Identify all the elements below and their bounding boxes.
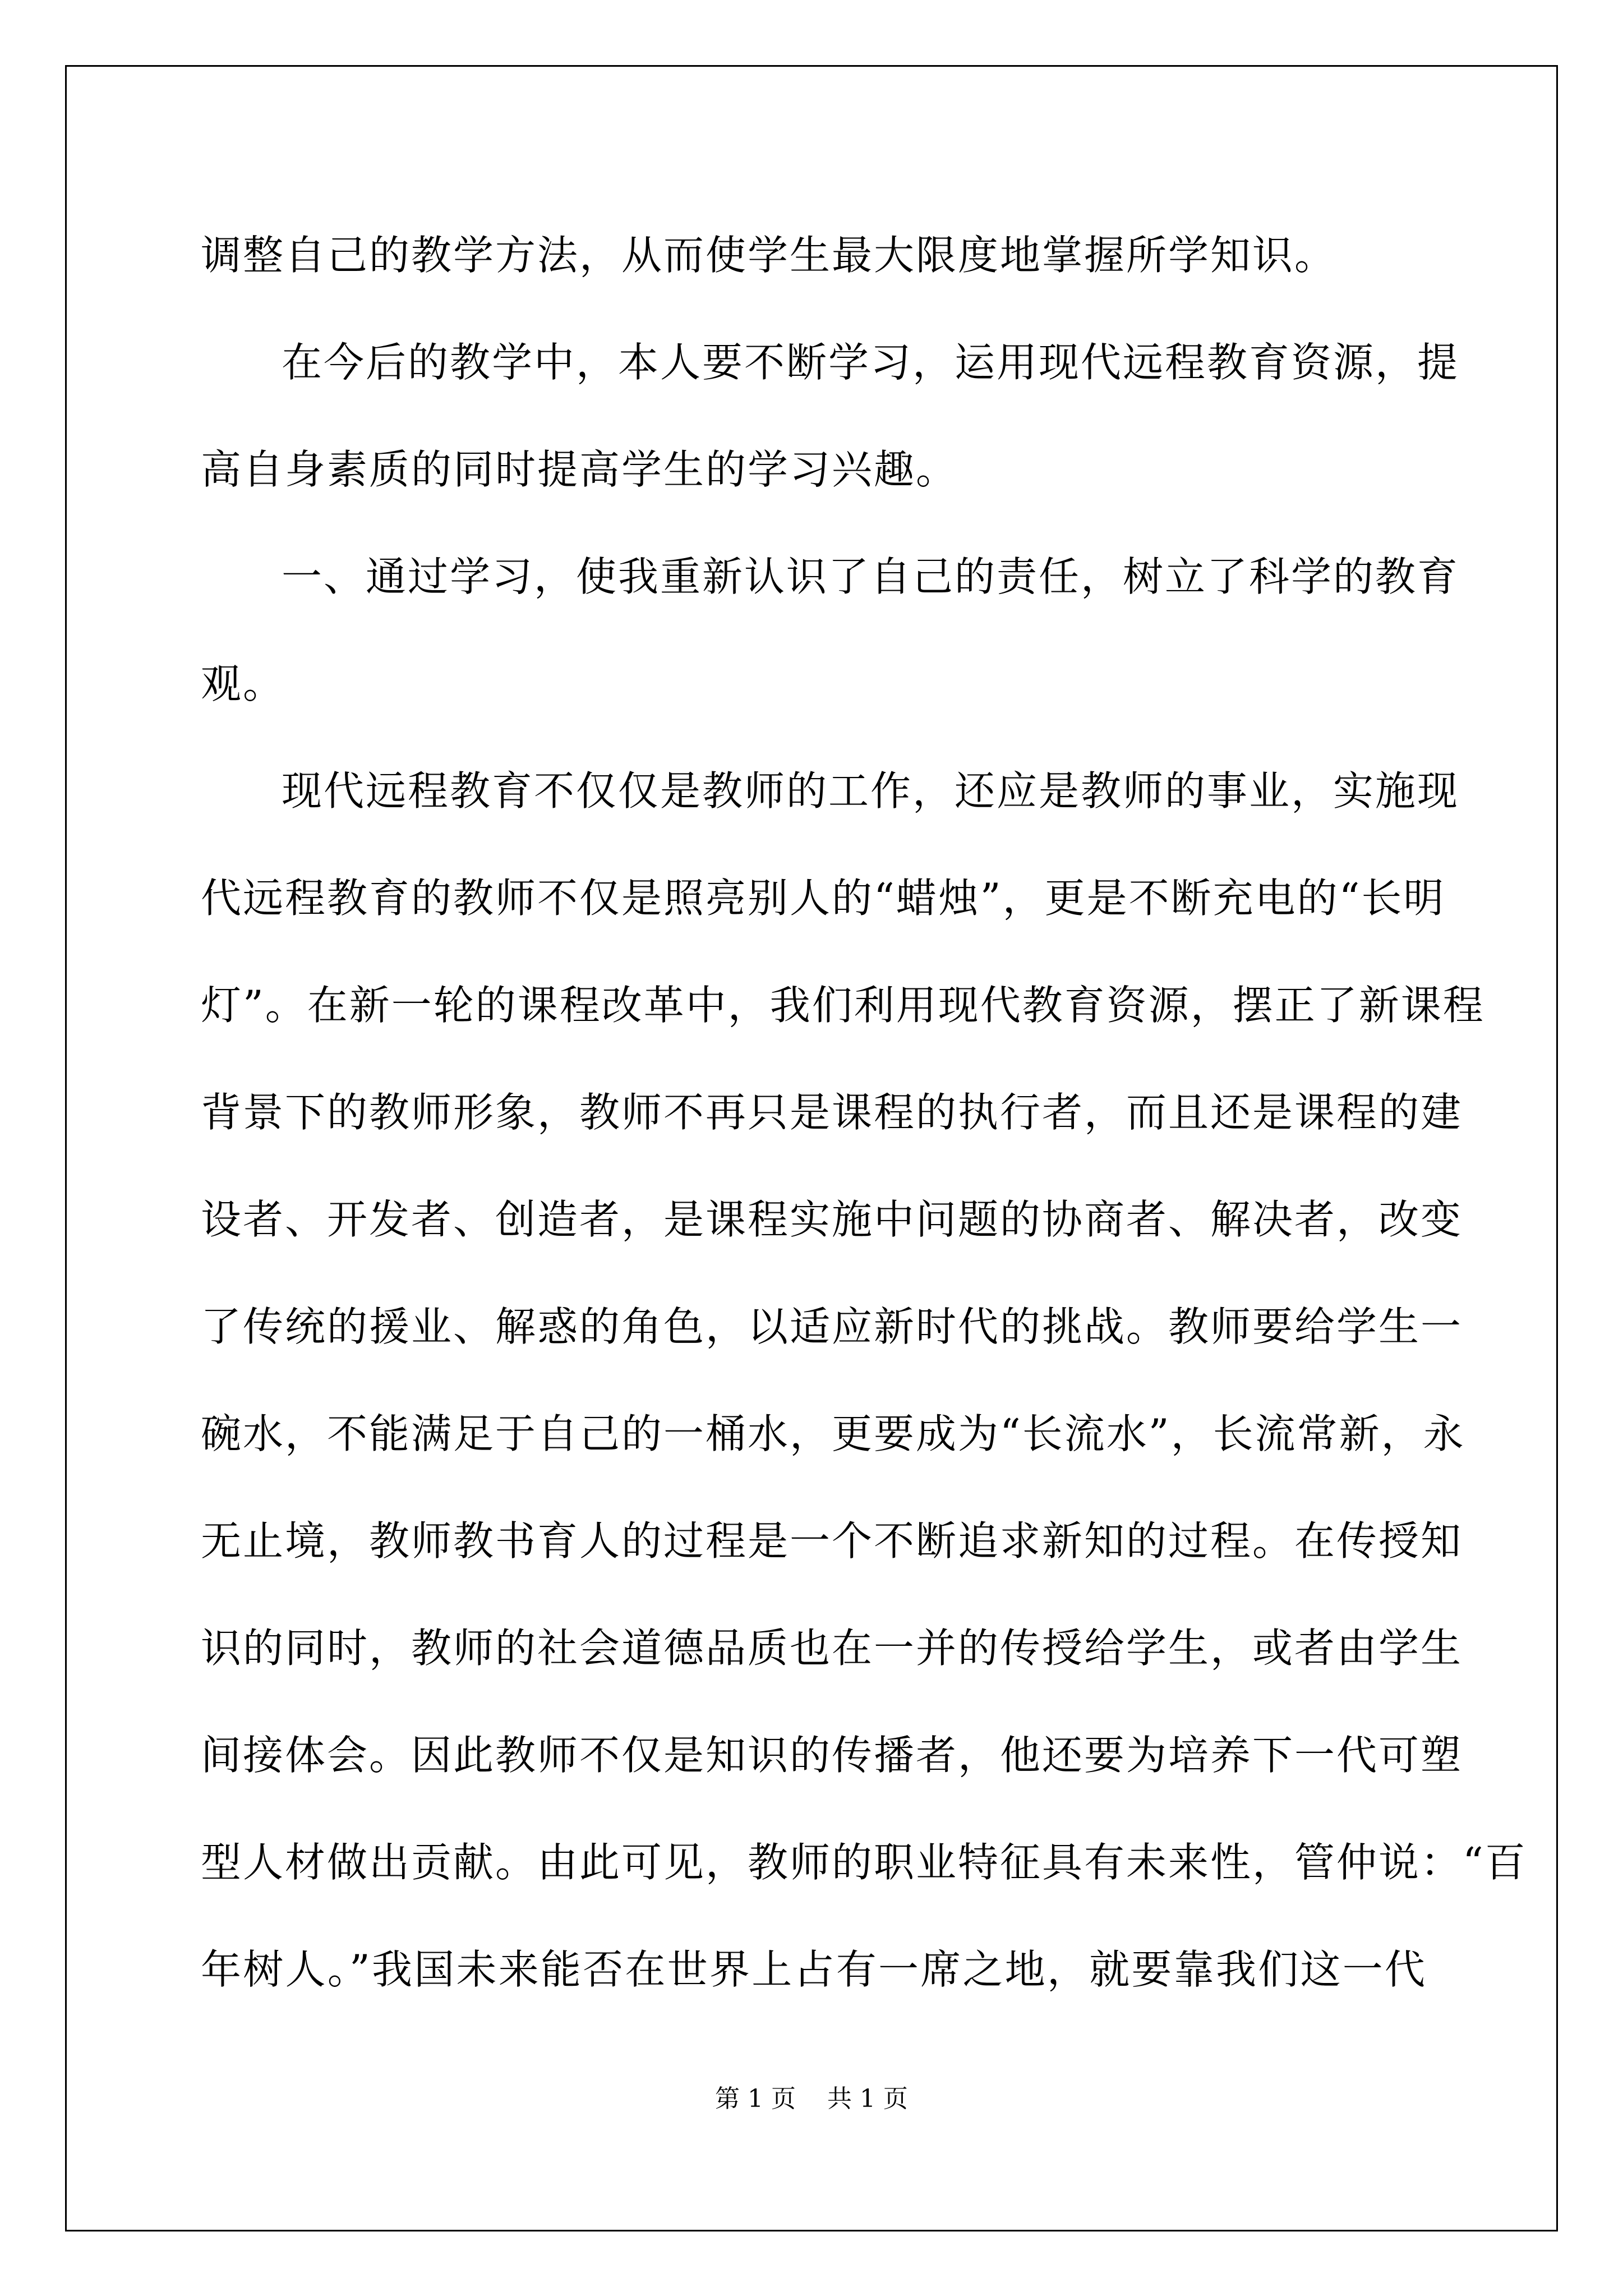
- paragraph-line: 无止境，教师教书育人的过程是一个不断追求新知的过程。在传授知: [201, 1517, 1463, 1565]
- paragraph-line: 观。: [201, 660, 285, 707]
- paragraph-line: 灯”。在新一轮的课程改革中，我们利用现代教育资源，摆正了新课程: [201, 982, 1485, 1029]
- paragraph-line: 背景下的教师形象，教师不再只是课程的执行者，而且还是课程的建: [201, 1089, 1463, 1136]
- paragraph-line: 一、通过学习，使我重新认识了自己的责任，树立了科学的教育: [282, 553, 1460, 600]
- paragraph-line: 碗水，不能满足于自己的一桶水，更要成为“长流水”，长流常新，永: [201, 1410, 1465, 1457]
- paragraph: [201, 738, 1527, 2023]
- page-footer: 第 1 页 共 1 页: [715, 2085, 908, 2113]
- paragraph-line: 代远程教育的教师不仅是照亮别人的“蜡烛”，更是不断充电的“长明: [201, 875, 1446, 922]
- document-body: [201, 202, 1527, 2023]
- paragraph-line: 型人材做出贡献。由此可见，教师的职业特征具有未来性，管仲说：“百: [201, 1839, 1527, 1886]
- paragraph-line: 年树人。”我国未来能否在世界上占有一席之地，就要靠我们这一代: [201, 1946, 1427, 1993]
- paragraph: [201, 523, 1460, 738]
- paragraph-line: 了传统的援业、解惑的角色，以适应新时代的挑战。教师要给学生一: [201, 1303, 1463, 1350]
- paragraph-line: 调整自己的教学方法，从而使学生最大限度地掌握所学知识。: [201, 232, 1337, 279]
- paragraph-line: 高自身素质的同时提高学生的学习兴趣。: [201, 446, 958, 493]
- paragraph-line: 现代远程教育不仅仅是教师的工作，还应是教师的事业，实施现: [282, 767, 1460, 815]
- paragraph-line: 设者、开发者、创造者，是课程实施中问题的协商者、解决者，改变: [201, 1196, 1463, 1243]
- paragraph-line: 在今后的教学中，本人要不断学习，运用现代远程教育资源，提: [282, 339, 1460, 386]
- paragraph-line: 间接体会。因此教师不仅是知识的传播者，他还要为培养下一代可塑: [201, 1732, 1463, 1779]
- paragraph: [201, 202, 1427, 309]
- paragraph: [201, 309, 1460, 523]
- paragraph-line: 识的同时，教师的社会道德品质也在一并的传授给学生，或者由学生: [201, 1625, 1463, 1672]
